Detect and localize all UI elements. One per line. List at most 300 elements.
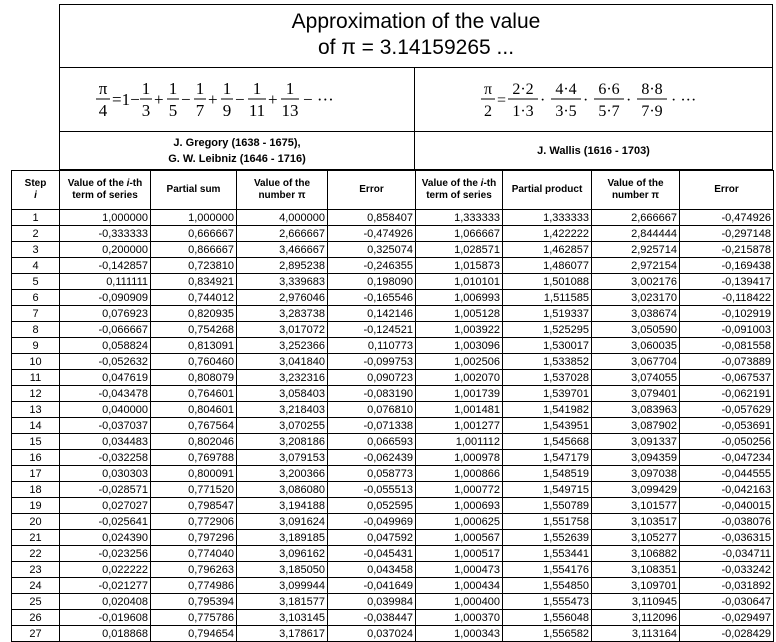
partial-sum-cell[interactable]: 0,813091 xyxy=(151,338,237,354)
pi-value-left-cell[interactable]: 2,666667 xyxy=(237,226,328,242)
error-right-cell[interactable]: -0,081558 xyxy=(680,338,774,354)
error-left-cell[interactable]: -0,124521 xyxy=(328,322,416,338)
error-left-cell[interactable]: -0,049969 xyxy=(328,514,416,530)
pi-value-right-cell[interactable]: 3,097038 xyxy=(592,466,680,482)
partial-sum-cell[interactable]: 0,774040 xyxy=(151,546,237,562)
pi-value-left-cell[interactable]: 3,178617 xyxy=(237,626,328,642)
pi-value-right-cell[interactable]: 3,060035 xyxy=(592,338,680,354)
table-row xyxy=(12,386,774,402)
term-value-right-cell[interactable]: 1,005128 xyxy=(416,306,503,322)
error-right-cell[interactable]: -0,038076 xyxy=(680,514,774,530)
error-right-cell[interactable]: -0,215878 xyxy=(680,242,774,258)
term-value-left-cell[interactable]: 0,024390 xyxy=(60,530,151,546)
pi-value-right-cell[interactable]: 3,050590 xyxy=(592,322,680,338)
error-right-cell[interactable]: -0,050256 xyxy=(680,434,774,450)
error-right-cell[interactable]: -0,118422 xyxy=(680,290,774,306)
pi-value-left-cell[interactable]: 3,103145 xyxy=(237,610,328,626)
error-left-cell[interactable]: 0,043458 xyxy=(328,562,416,578)
term-value-left-cell[interactable]: 0,034483 xyxy=(60,434,151,450)
pi-value-left-cell[interactable]: 3,466667 xyxy=(237,242,328,258)
pi-value-right-cell[interactable]: 3,002176 xyxy=(592,274,680,290)
fraction-numerator: 1 xyxy=(252,79,262,98)
term-value-right-cell[interactable]: 1,001739 xyxy=(416,386,503,402)
error-right-cell[interactable]: -0,102919 xyxy=(680,306,774,322)
pi-value-left-cell[interactable]: 2,895238 xyxy=(237,258,328,274)
pi-value-left-cell[interactable]: 3,070255 xyxy=(237,418,328,434)
error-left-cell[interactable]: -0,083190 xyxy=(328,386,416,402)
step-cell[interactable]: 4 xyxy=(12,258,60,274)
partial-product-cell[interactable]: 1,554850 xyxy=(503,578,592,594)
formula-operator: · xyxy=(626,92,632,109)
pi-value-left-cell[interactable]: 3,339683 xyxy=(237,274,328,290)
pi-value-left-cell[interactable]: 3,181577 xyxy=(237,594,328,610)
step-cell[interactable]: 10 xyxy=(12,354,60,370)
pi-value-right-cell[interactable]: 3,083963 xyxy=(592,402,680,418)
step-cell[interactable]: 12 xyxy=(12,386,60,402)
term-value-right-cell[interactable]: 1,001481 xyxy=(416,402,503,418)
title-line-1: Approximation of the value xyxy=(291,10,541,33)
term-value-right-cell[interactable]: 1,000567 xyxy=(416,530,503,546)
pi-value-right-cell[interactable]: 3,106882 xyxy=(592,546,680,562)
partial-sum-cell[interactable]: 0,820935 xyxy=(151,306,237,322)
fraction-numerator: π xyxy=(483,81,493,98)
error-right-cell[interactable]: -0,139417 xyxy=(680,274,774,290)
error-right-cell[interactable]: -0,044555 xyxy=(680,466,774,482)
header-partial-sum: Partial sum xyxy=(151,171,237,210)
error-left-cell[interactable]: 0,325074 xyxy=(328,242,416,258)
error-right-cell[interactable]: -0,047234 xyxy=(680,450,774,466)
error-left-cell[interactable]: -0,165546 xyxy=(328,290,416,306)
error-right-cell[interactable]: -0,474926 xyxy=(680,210,774,226)
term-value-right-cell[interactable]: 1,000625 xyxy=(416,514,503,530)
partial-sum-cell[interactable]: 0,866667 xyxy=(151,242,237,258)
partial-product-cell[interactable]: 1,550789 xyxy=(503,498,592,514)
pi-value-left-cell[interactable]: 2,976046 xyxy=(237,290,328,306)
partial-product-cell[interactable]: 1,554176 xyxy=(503,562,592,578)
wallis-author-label: J. Wallis (1616 - 1703) xyxy=(537,144,650,157)
step-cell[interactable]: 19 xyxy=(12,498,60,514)
term-value-left-cell[interactable]: 0,076923 xyxy=(60,306,151,322)
term-value-right-cell[interactable]: 1,000693 xyxy=(416,498,503,514)
term-value-left-cell[interactable]: 0,020408 xyxy=(60,594,151,610)
error-left-cell[interactable]: 0,076810 xyxy=(328,402,416,418)
pi-value-right-cell[interactable]: 3,067704 xyxy=(592,354,680,370)
partial-sum-cell[interactable]: 0,744012 xyxy=(151,290,237,306)
term-value-right-cell[interactable]: 1,002506 xyxy=(416,354,503,370)
term-value-right-cell[interactable]: 1,002070 xyxy=(416,370,503,386)
step-cell[interactable]: 6 xyxy=(12,290,60,306)
term-value-right-cell[interactable]: 1,003096 xyxy=(416,338,503,354)
term-value-right-cell[interactable]: 1,015873 xyxy=(416,258,503,274)
fraction-numerator: 1 xyxy=(285,79,295,98)
step-cell[interactable]: 8 xyxy=(12,322,60,338)
step-cell[interactable]: 17 xyxy=(12,466,60,482)
term-value-right-cell[interactable]: 1,000978 xyxy=(416,450,503,466)
partial-product-cell[interactable]: 1,552639 xyxy=(503,530,592,546)
partial-sum-cell[interactable]: 0,771520 xyxy=(151,482,237,498)
term-value-left-cell[interactable]: -0,023256 xyxy=(60,546,151,562)
partial-product-cell[interactable]: 1,556048 xyxy=(503,610,592,626)
term-value-left-cell[interactable]: -0,028571 xyxy=(60,482,151,498)
partial-sum-cell[interactable]: 0,797296 xyxy=(151,530,237,546)
step-cell[interactable]: 13 xyxy=(12,402,60,418)
step-cell[interactable]: 23 xyxy=(12,562,60,578)
table-row xyxy=(12,498,774,514)
partial-product-cell[interactable]: 1,533852 xyxy=(503,354,592,370)
pi-value-left-cell[interactable]: 3,252366 xyxy=(237,338,328,354)
gregory-leibniz-formula xyxy=(59,68,415,132)
term-value-left-cell[interactable]: 0,200000 xyxy=(60,242,151,258)
error-right-cell[interactable]: -0,169438 xyxy=(680,258,774,274)
pi-value-left-cell[interactable]: 3,208186 xyxy=(237,434,328,450)
partial-product-cell[interactable]: 1,548519 xyxy=(503,466,592,482)
term-value-right-cell[interactable]: 1,006993 xyxy=(416,290,503,306)
step-cell[interactable]: 2 xyxy=(12,226,60,242)
pi-value-right-cell[interactable]: 3,103517 xyxy=(592,514,680,530)
partial-product-cell[interactable]: 1,537028 xyxy=(503,370,592,386)
error-left-cell[interactable]: 0,037024 xyxy=(328,626,416,642)
term-value-left-cell[interactable]: 0,047619 xyxy=(60,370,151,386)
pi-value-right-cell[interactable]: 3,112096 xyxy=(592,610,680,626)
fraction-numerator: 8·8 xyxy=(641,81,663,98)
table-row xyxy=(12,290,774,306)
partial-sum-cell[interactable]: 0,764601 xyxy=(151,386,237,402)
error-right-cell[interactable]: -0,034711 xyxy=(680,546,774,562)
step-cell[interactable]: 21 xyxy=(12,530,60,546)
step-cell[interactable]: 26 xyxy=(12,610,60,626)
partial-product-cell[interactable]: 1,543951 xyxy=(503,418,592,434)
header-partial-product: Partial product xyxy=(503,171,592,210)
error-left-cell[interactable]: 0,066593 xyxy=(328,434,416,450)
error-left-cell[interactable]: -0,041649 xyxy=(328,578,416,594)
fraction-denominator: 7 xyxy=(195,101,205,120)
pi-value-right-cell[interactable]: 2,925714 xyxy=(592,242,680,258)
error-left-cell[interactable]: -0,246355 xyxy=(328,258,416,274)
step-cell[interactable]: 27 xyxy=(12,626,60,642)
pi-value-left-cell[interactable]: 3,283738 xyxy=(237,306,328,322)
pi-value-right-cell[interactable]: 3,109701 xyxy=(592,578,680,594)
table-row xyxy=(12,466,774,482)
term-value-right-cell[interactable]: 1,000370 xyxy=(416,610,503,626)
term-value-left-cell[interactable]: -0,037037 xyxy=(60,418,151,434)
fraction-numerator: 4·4 xyxy=(555,81,577,98)
partial-sum-cell[interactable]: 0,834921 xyxy=(151,274,237,290)
error-left-cell[interactable]: -0,474926 xyxy=(328,226,416,242)
author-line-1: J. Gregory (1638 - 1675), xyxy=(173,136,301,149)
formula-operator: − xyxy=(235,90,245,109)
error-left-cell[interactable]: 0,039984 xyxy=(328,594,416,610)
partial-sum-cell[interactable]: 0,802046 xyxy=(151,434,237,450)
partial-product-cell[interactable]: 1,462857 xyxy=(503,242,592,258)
term-value-left-cell[interactable]: 0,027027 xyxy=(60,498,151,514)
term-value-left-cell[interactable]: 0,040000 xyxy=(60,402,151,418)
term-value-right-cell[interactable]: 1,000517 xyxy=(416,546,503,562)
pi-value-right-cell[interactable]: 3,023170 xyxy=(592,290,680,306)
header-error-right: Error xyxy=(680,171,774,210)
pi-value-left-cell[interactable]: 3,091624 xyxy=(237,514,328,530)
partial-product-cell[interactable]: 1,553441 xyxy=(503,546,592,562)
pi-value-left-cell[interactable]: 3,079153 xyxy=(237,450,328,466)
term-value-right-cell[interactable]: 1,001277 xyxy=(416,418,503,434)
error-left-cell[interactable]: -0,045431 xyxy=(328,546,416,562)
table-row xyxy=(12,306,774,322)
fraction-denominator: 4 xyxy=(98,101,108,120)
term-value-left-cell[interactable]: -0,019608 xyxy=(60,610,151,626)
term-value-right-cell[interactable]: 1,000473 xyxy=(416,562,503,578)
error-right-cell[interactable]: -0,297148 xyxy=(680,226,774,242)
step-cell[interactable]: 15 xyxy=(12,434,60,450)
pi-value-left-cell[interactable]: 3,194188 xyxy=(237,498,328,514)
fraction-denominator: 2 xyxy=(484,103,492,120)
pi-value-left-cell[interactable]: 3,099944 xyxy=(237,578,328,594)
table-row xyxy=(12,530,774,546)
pi-value-left-cell[interactable]: 4,000000 xyxy=(237,210,328,226)
error-left-cell[interactable]: 0,110773 xyxy=(328,338,416,354)
step-cell[interactable]: 22 xyxy=(12,546,60,562)
partial-product-cell[interactable]: 1,525295 xyxy=(503,322,592,338)
pi-value-left-cell[interactable]: 3,232316 xyxy=(237,370,328,386)
table-row xyxy=(12,434,774,450)
pi-value-right-cell[interactable]: 3,094359 xyxy=(592,450,680,466)
error-right-cell[interactable]: -0,091003 xyxy=(680,322,774,338)
pi-value-left-cell[interactable]: 3,218403 xyxy=(237,402,328,418)
formula-operator: = xyxy=(497,92,507,109)
step-cell[interactable]: 14 xyxy=(12,418,60,434)
pi-value-right-cell[interactable]: 2,844444 xyxy=(592,226,680,242)
pi-value-right-cell[interactable]: 2,666667 xyxy=(592,210,680,226)
partial-sum-cell[interactable]: 0,774986 xyxy=(151,578,237,594)
error-right-cell[interactable]: -0,036315 xyxy=(680,530,774,546)
table-row xyxy=(12,322,774,338)
term-value-right-cell[interactable]: 1,003922 xyxy=(416,322,503,338)
partial-product-cell[interactable]: 1,486077 xyxy=(503,258,592,274)
term-value-right-cell[interactable]: 1,000343 xyxy=(416,626,503,642)
pi-value-left-cell[interactable]: 3,200366 xyxy=(237,466,328,482)
step-cell[interactable]: 5 xyxy=(12,274,60,290)
table-row xyxy=(12,594,774,610)
partial-sum-cell[interactable]: 0,666667 xyxy=(151,226,237,242)
formula-ellipsis: · ··· xyxy=(671,92,697,109)
step-cell[interactable]: 11 xyxy=(12,370,60,386)
table-row xyxy=(12,514,774,530)
pi-value-right-cell[interactable]: 3,113164 xyxy=(592,626,680,642)
partial-sum-cell[interactable]: 0,800091 xyxy=(151,466,237,482)
partial-sum-cell[interactable]: 0,754268 xyxy=(151,322,237,338)
formula-operator: · xyxy=(583,92,589,109)
table-row xyxy=(12,338,774,354)
formula-operator: + xyxy=(154,90,164,109)
pi-value-right-cell[interactable]: 3,101577 xyxy=(592,498,680,514)
table-row xyxy=(12,562,774,578)
term-value-right-cell[interactable]: 1,000400 xyxy=(416,594,503,610)
formula-operator: + xyxy=(268,90,278,109)
table-row xyxy=(12,578,774,594)
fraction-denominator: 13 xyxy=(281,101,299,120)
formula-operator: − xyxy=(181,90,191,109)
pi-value-right-cell[interactable]: 3,105277 xyxy=(592,530,680,546)
term-value-left-cell[interactable]: -0,043478 xyxy=(60,386,151,402)
step-cell[interactable]: 9 xyxy=(12,338,60,354)
error-right-cell[interactable]: -0,067537 xyxy=(680,370,774,386)
error-right-cell[interactable]: -0,029497 xyxy=(680,610,774,626)
step-cell[interactable]: 20 xyxy=(12,514,60,530)
pi-value-right-cell[interactable]: 3,074055 xyxy=(592,370,680,386)
term-value-left-cell[interactable]: -0,025641 xyxy=(60,514,151,530)
term-value-left-cell[interactable]: -0,090909 xyxy=(60,290,151,306)
table-row xyxy=(12,258,774,274)
error-right-cell[interactable]: -0,031892 xyxy=(680,578,774,594)
error-right-cell[interactable]: -0,042163 xyxy=(680,482,774,498)
pi-value-right-cell[interactable]: 3,091337 xyxy=(592,434,680,450)
pi-value-left-cell[interactable]: 3,058403 xyxy=(237,386,328,402)
partial-product-cell[interactable]: 1,501088 xyxy=(503,274,592,290)
pi-value-right-cell[interactable]: 3,099429 xyxy=(592,482,680,498)
formula-operator: + xyxy=(208,90,218,109)
step-cell[interactable]: 18 xyxy=(12,482,60,498)
term-value-left-cell[interactable]: -0,052632 xyxy=(60,354,151,370)
partial-sum-cell[interactable]: 1,000000 xyxy=(151,210,237,226)
partial-sum-cell[interactable]: 0,795394 xyxy=(151,594,237,610)
error-right-cell[interactable]: -0,040015 xyxy=(680,498,774,514)
term-value-left-cell[interactable]: 0,058824 xyxy=(60,338,151,354)
partial-sum-cell[interactable]: 0,767564 xyxy=(151,418,237,434)
pi-value-left-cell[interactable]: 3,185050 xyxy=(237,562,328,578)
error-right-cell[interactable]: -0,057629 xyxy=(680,402,774,418)
partial-product-cell[interactable]: 1,545668 xyxy=(503,434,592,450)
error-left-cell[interactable]: 0,047592 xyxy=(328,530,416,546)
pi-value-left-cell[interactable]: 3,189185 xyxy=(237,530,328,546)
term-value-right-cell[interactable]: 1,010101 xyxy=(416,274,503,290)
term-value-right-cell[interactable]: 1,000772 xyxy=(416,482,503,498)
partial-sum-cell[interactable]: 0,794654 xyxy=(151,626,237,642)
fraction-numerator: 2·2 xyxy=(512,81,534,98)
pi-value-right-cell[interactable]: 3,038674 xyxy=(592,306,680,322)
error-left-cell[interactable]: 0,142146 xyxy=(328,306,416,322)
error-left-cell[interactable]: -0,071338 xyxy=(328,418,416,434)
partial-product-cell[interactable]: 1,530017 xyxy=(503,338,592,354)
step-cell[interactable]: 24 xyxy=(12,578,60,594)
fraction-numerator: 1 xyxy=(141,79,151,98)
term-value-right-cell[interactable]: 1,001112 xyxy=(416,434,503,450)
table-row xyxy=(12,354,774,370)
error-right-cell[interactable]: -0,062191 xyxy=(680,386,774,402)
partial-product-cell[interactable]: 1,511585 xyxy=(503,290,592,306)
partial-product-cell[interactable]: 1,551758 xyxy=(503,514,592,530)
term-value-right-cell[interactable]: 1,000434 xyxy=(416,578,503,594)
partial-product-cell[interactable]: 1,519337 xyxy=(503,306,592,322)
error-left-cell[interactable]: -0,062439 xyxy=(328,450,416,466)
partial-product-cell[interactable]: 1,549715 xyxy=(503,482,592,498)
error-left-cell[interactable]: 0,858407 xyxy=(328,210,416,226)
pi-value-left-cell[interactable]: 3,041840 xyxy=(237,354,328,370)
error-left-cell[interactable]: -0,099753 xyxy=(328,354,416,370)
fraction-denominator: 5 xyxy=(168,101,178,120)
table-row xyxy=(12,450,774,466)
error-left-cell[interactable]: 0,090723 xyxy=(328,370,416,386)
term-value-left-cell[interactable]: -0,021277 xyxy=(60,578,151,594)
partial-sum-cell[interactable]: 0,804601 xyxy=(151,402,237,418)
header-term-value-left: Value of the i-th term of series xyxy=(60,171,151,210)
partial-product-cell[interactable]: 1,555473 xyxy=(503,594,592,610)
pi-value-left-cell[interactable]: 3,096162 xyxy=(237,546,328,562)
partial-product-cell[interactable]: 1,547179 xyxy=(503,450,592,466)
error-right-cell[interactable]: -0,028429 xyxy=(680,626,774,642)
error-left-cell[interactable]: 0,058773 xyxy=(328,466,416,482)
term-value-left-cell[interactable]: 0,030303 xyxy=(60,466,151,482)
error-left-cell[interactable]: -0,055513 xyxy=(328,482,416,498)
term-value-left-cell[interactable]: -0,142857 xyxy=(60,258,151,274)
title-line-2: of π = 3.14159265 ... xyxy=(317,36,515,59)
partial-sum-cell[interactable]: 0,798547 xyxy=(151,498,237,514)
step-cell[interactable]: 1 xyxy=(12,210,60,226)
error-left-cell[interactable]: -0,038447 xyxy=(328,610,416,626)
fraction-denominator: 11 xyxy=(248,101,266,120)
error-left-cell[interactable]: 0,198090 xyxy=(328,274,416,290)
error-right-cell[interactable]: -0,033242 xyxy=(680,562,774,578)
pi-value-left-cell[interactable]: 3,017072 xyxy=(237,322,328,338)
term-value-right-cell[interactable]: 1,333333 xyxy=(416,210,503,226)
table-row xyxy=(12,242,774,258)
pi-value-right-cell[interactable]: 3,108351 xyxy=(592,562,680,578)
pi-value-left-cell[interactable]: 3,086080 xyxy=(237,482,328,498)
term-value-left-cell[interactable]: 1,000000 xyxy=(60,210,151,226)
term-value-left-cell[interactable]: 0,111111 xyxy=(60,274,151,290)
header-error-left: Error xyxy=(328,171,416,210)
table-row xyxy=(12,210,774,226)
partial-product-cell[interactable]: 1,333333 xyxy=(503,210,592,226)
step-cell[interactable]: 7 xyxy=(12,306,60,322)
header-pi-value-right: Value of the number π xyxy=(592,171,680,210)
partial-sum-cell[interactable]: 0,769788 xyxy=(151,450,237,466)
partial-sum-cell[interactable]: 0,775786 xyxy=(151,610,237,626)
error-right-cell[interactable]: -0,053691 xyxy=(680,418,774,434)
pi-value-right-cell[interactable]: 3,087902 xyxy=(592,418,680,434)
table-row xyxy=(12,626,774,642)
error-right-cell[interactable]: -0,073889 xyxy=(680,354,774,370)
term-value-left-cell[interactable]: -0,333333 xyxy=(60,226,151,242)
step-cell[interactable]: 25 xyxy=(12,594,60,610)
header-row xyxy=(12,171,774,210)
pi-value-right-cell[interactable]: 2,972154 xyxy=(592,258,680,274)
partial-sum-cell[interactable]: 0,723810 xyxy=(151,258,237,274)
pi-value-right-cell[interactable]: 3,110945 xyxy=(592,594,680,610)
term-value-right-cell[interactable]: 1,066667 xyxy=(416,226,503,242)
table-row xyxy=(12,482,774,498)
error-right-cell[interactable]: -0,030647 xyxy=(680,594,774,610)
term-value-left-cell[interactable]: -0,032258 xyxy=(60,450,151,466)
step-cell[interactable]: 16 xyxy=(12,450,60,466)
error-left-cell[interactable]: 0,052595 xyxy=(328,498,416,514)
partial-product-cell[interactable]: 1,422222 xyxy=(503,226,592,242)
step-cell[interactable]: 3 xyxy=(12,242,60,258)
partial-sum-cell[interactable]: 0,760460 xyxy=(151,354,237,370)
term-value-left-cell[interactable]: 0,018868 xyxy=(60,626,151,642)
partial-product-cell[interactable]: 1,541982 xyxy=(503,402,592,418)
partial-sum-cell[interactable]: 0,796263 xyxy=(151,562,237,578)
term-value-right-cell[interactable]: 1,000866 xyxy=(416,466,503,482)
term-value-left-cell[interactable]: -0,066667 xyxy=(60,322,151,338)
term-value-left-cell[interactable]: 0,022222 xyxy=(60,562,151,578)
fraction-numerator: 6·6 xyxy=(598,81,620,98)
partial-product-cell[interactable]: 1,556582 xyxy=(503,626,592,642)
partial-sum-cell[interactable]: 0,808079 xyxy=(151,370,237,386)
pi-value-right-cell[interactable]: 3,079401 xyxy=(592,386,680,402)
fraction-denominator: 9 xyxy=(222,101,232,120)
partial-product-cell[interactable]: 1,539701 xyxy=(503,386,592,402)
term-value-right-cell[interactable]: 1,028571 xyxy=(416,242,503,258)
partial-sum-cell[interactable]: 0,772906 xyxy=(151,514,237,530)
table-row xyxy=(12,418,774,434)
